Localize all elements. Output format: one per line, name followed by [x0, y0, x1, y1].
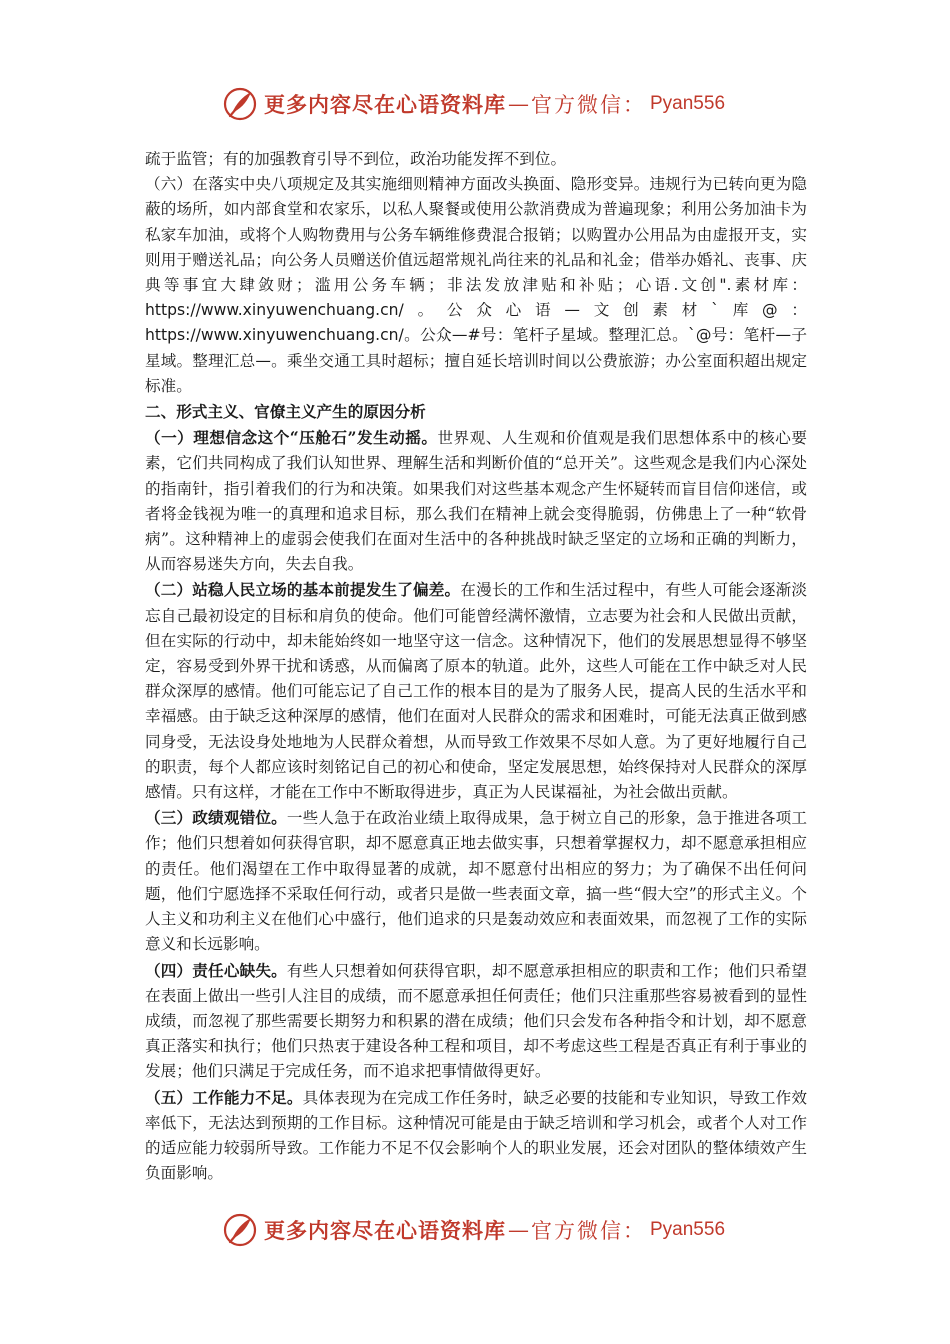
section-heading: 二、形式主义、官僚主义产生的原因分析: [145, 402, 426, 422]
banner-wechat-label: 官方微信：: [531, 1219, 646, 1243]
banner-main-text: 更多内容尽在心语资料库: [264, 92, 506, 117]
paragraph-8: （五）工作能力不足。具体表现为在完成工作任务时，缺乏必要的技能和专业知识，导致工作效率低下，无法达到预期的工作目标。这种情况可能是由于缺乏培训和学习机会，或者个人对工作的适应能力较弱所导致。工作能力不足不仅会影响个人的职业发展，还会对团队的整体绩效产生负面影响。: [145, 1087, 807, 1183]
paragraph-4: （一）理想信念这个“压舱石”发生动摇。世界观、人生观和价值观是我们思想体系中的核心要素，它们共同构成了我们认知世界、理解生活和判断价值的“总开关”。这些观念是我们内心深处的指南针，指引着我们的行为和决策。如果我们对这些基本观念产生怀疑转而盲目信仰迷信，或者将金钱视为唯一的真理和追求目标，那么我们在精神上就会变得脆弱，仿佛患上了一种“软骨病”。这种精神上的虚弱会使我们在面对生活中的各种挑战时缺乏坚定的立场和正确的判断力，从而容易迷失方向，失去自我。: [145, 428, 807, 574]
quill-logo-icon: [222, 1212, 258, 1248]
paragraph-2: （六）在落实中央八项规定及其实施细则精神方面改头换面、隐形变异。违规行为已转向更为隐蔽的场所，如内部食堂和农家乐，以私人聚餐或使用公款消费成为普遍现象；利用公务加油卡为私家车加油，或将个人购物费用与公务车辆维修费混合报销；以购置办公用品为由虚报开支，实则用于赠送礼品；向公务人员赠送价值远超常规礼尚往来的礼品和礼金；借举办婚礼、丧事、庆典等事宜大肆敛财；滥用公务车辆；非法发放津贴和补贴；心语.文创".素材库：https://www.xinyuwenchuang.cn/。公众心语—文创素材`库@：https://www.xinyuwenchuang.cn/。公众—#号：笔杆子星域。整理汇总。`@号：笔杆—子星域。整理汇总—。乘坐交通工具时超标；擅自延长培训时间以公费旅游；办公室面积超出规定标准。: [145, 175, 807, 395]
header-banner: [222, 84, 742, 124]
banner-wechat-id: Pyan556: [650, 1219, 726, 1240]
banner-dash: —: [508, 92, 529, 116]
paragraph-6: （三）政绩观错位。一些人急于在政治业绩上取得成果，急于树立自己的形象，急于推进各项工作；他们只想着如何获得官职，却不愿意真正地去做实事，只想着掌握权力，却不愿意承担相应的责任。他们渴望在工作中取得显著的成就，却不愿意付出相应的努力；为了确保不出任何问题，他们宁愿选择不采取任何行动，或者只是做一些表面文章，搞一些“假大空”的形式主义。个人主义和功利主义在他们心中盛行，他们追求的只是轰动效应和表面效果，而忽视了工作的实际意义和长远影响。: [145, 808, 807, 954]
quill-logo-icon: [222, 86, 258, 122]
footer-banner: [222, 1210, 742, 1250]
paragraph-1: 疏于监管；有的加强教育引导不到位，政治功能发挥不到位。: [145, 150, 567, 168]
banner-main-text: 更多内容尽在心语资料库: [264, 1218, 506, 1243]
paragraph-7: （四）责任心缺失。有些人只想着如何获得官职，却不愿意承担相应的职责和工作；他们只希望在表面上做出一些引人注目的成绩，而不愿意承担任何责任；他们只注重那些容易被看到的显性成绩，而忽视了那些需要长期努力和积累的潜在成绩；他们只会发布各种指令和计划，却不愿意真正落实和执行；他们只热衷于建设各种工程和项目，却不考虑这些工程是否真正有利于事业的发展；他们只满足于完成任务，而不追求把事情做得更好。: [145, 960, 807, 1081]
paragraph-5: （二）站稳人民立场的基本前提发生了偏差。在漫长的工作和生活过程中，有些人可能会逐渐淡忘自己最初设定的目标和肩负的使命。他们可能曾经满怀激情，立志要为社会和人民做出贡献，但在实际的行动中，却未能始终如一地坚守这一信念。这种情况下，他们的发展思想显得不够坚定，容易受到外界干扰和诱惑，从而偏离了原本的轨道。此外，这些人可能在工作中缺乏对人民群众深厚的感情。他们可能忘记了自己工作的根本目的是为了服务人民，提高人民的生活水平和幸福感。由于缺乏这种深厚的感情，他们在面对人民群众的需求和困难时，可能无法真正做到感同身受，无法设身处地地为人民群众着想，从而导致工作效果不尽如人意。为了更好地履行自己的职责，每个人都应该时刻铭记自己的初心和使命，坚定发展思想，始终保持对人民群众的深厚感情。只有这样，才能在工作中不断取得进步，真正为人民谋福祉，为社会做出贡献。: [145, 580, 807, 802]
document-body: [145, 146, 807, 1186]
banner-wechat-label: 官方微信：: [531, 93, 646, 117]
banner-wechat-id: Pyan556: [650, 93, 726, 114]
banner-dash: —: [508, 1218, 529, 1242]
